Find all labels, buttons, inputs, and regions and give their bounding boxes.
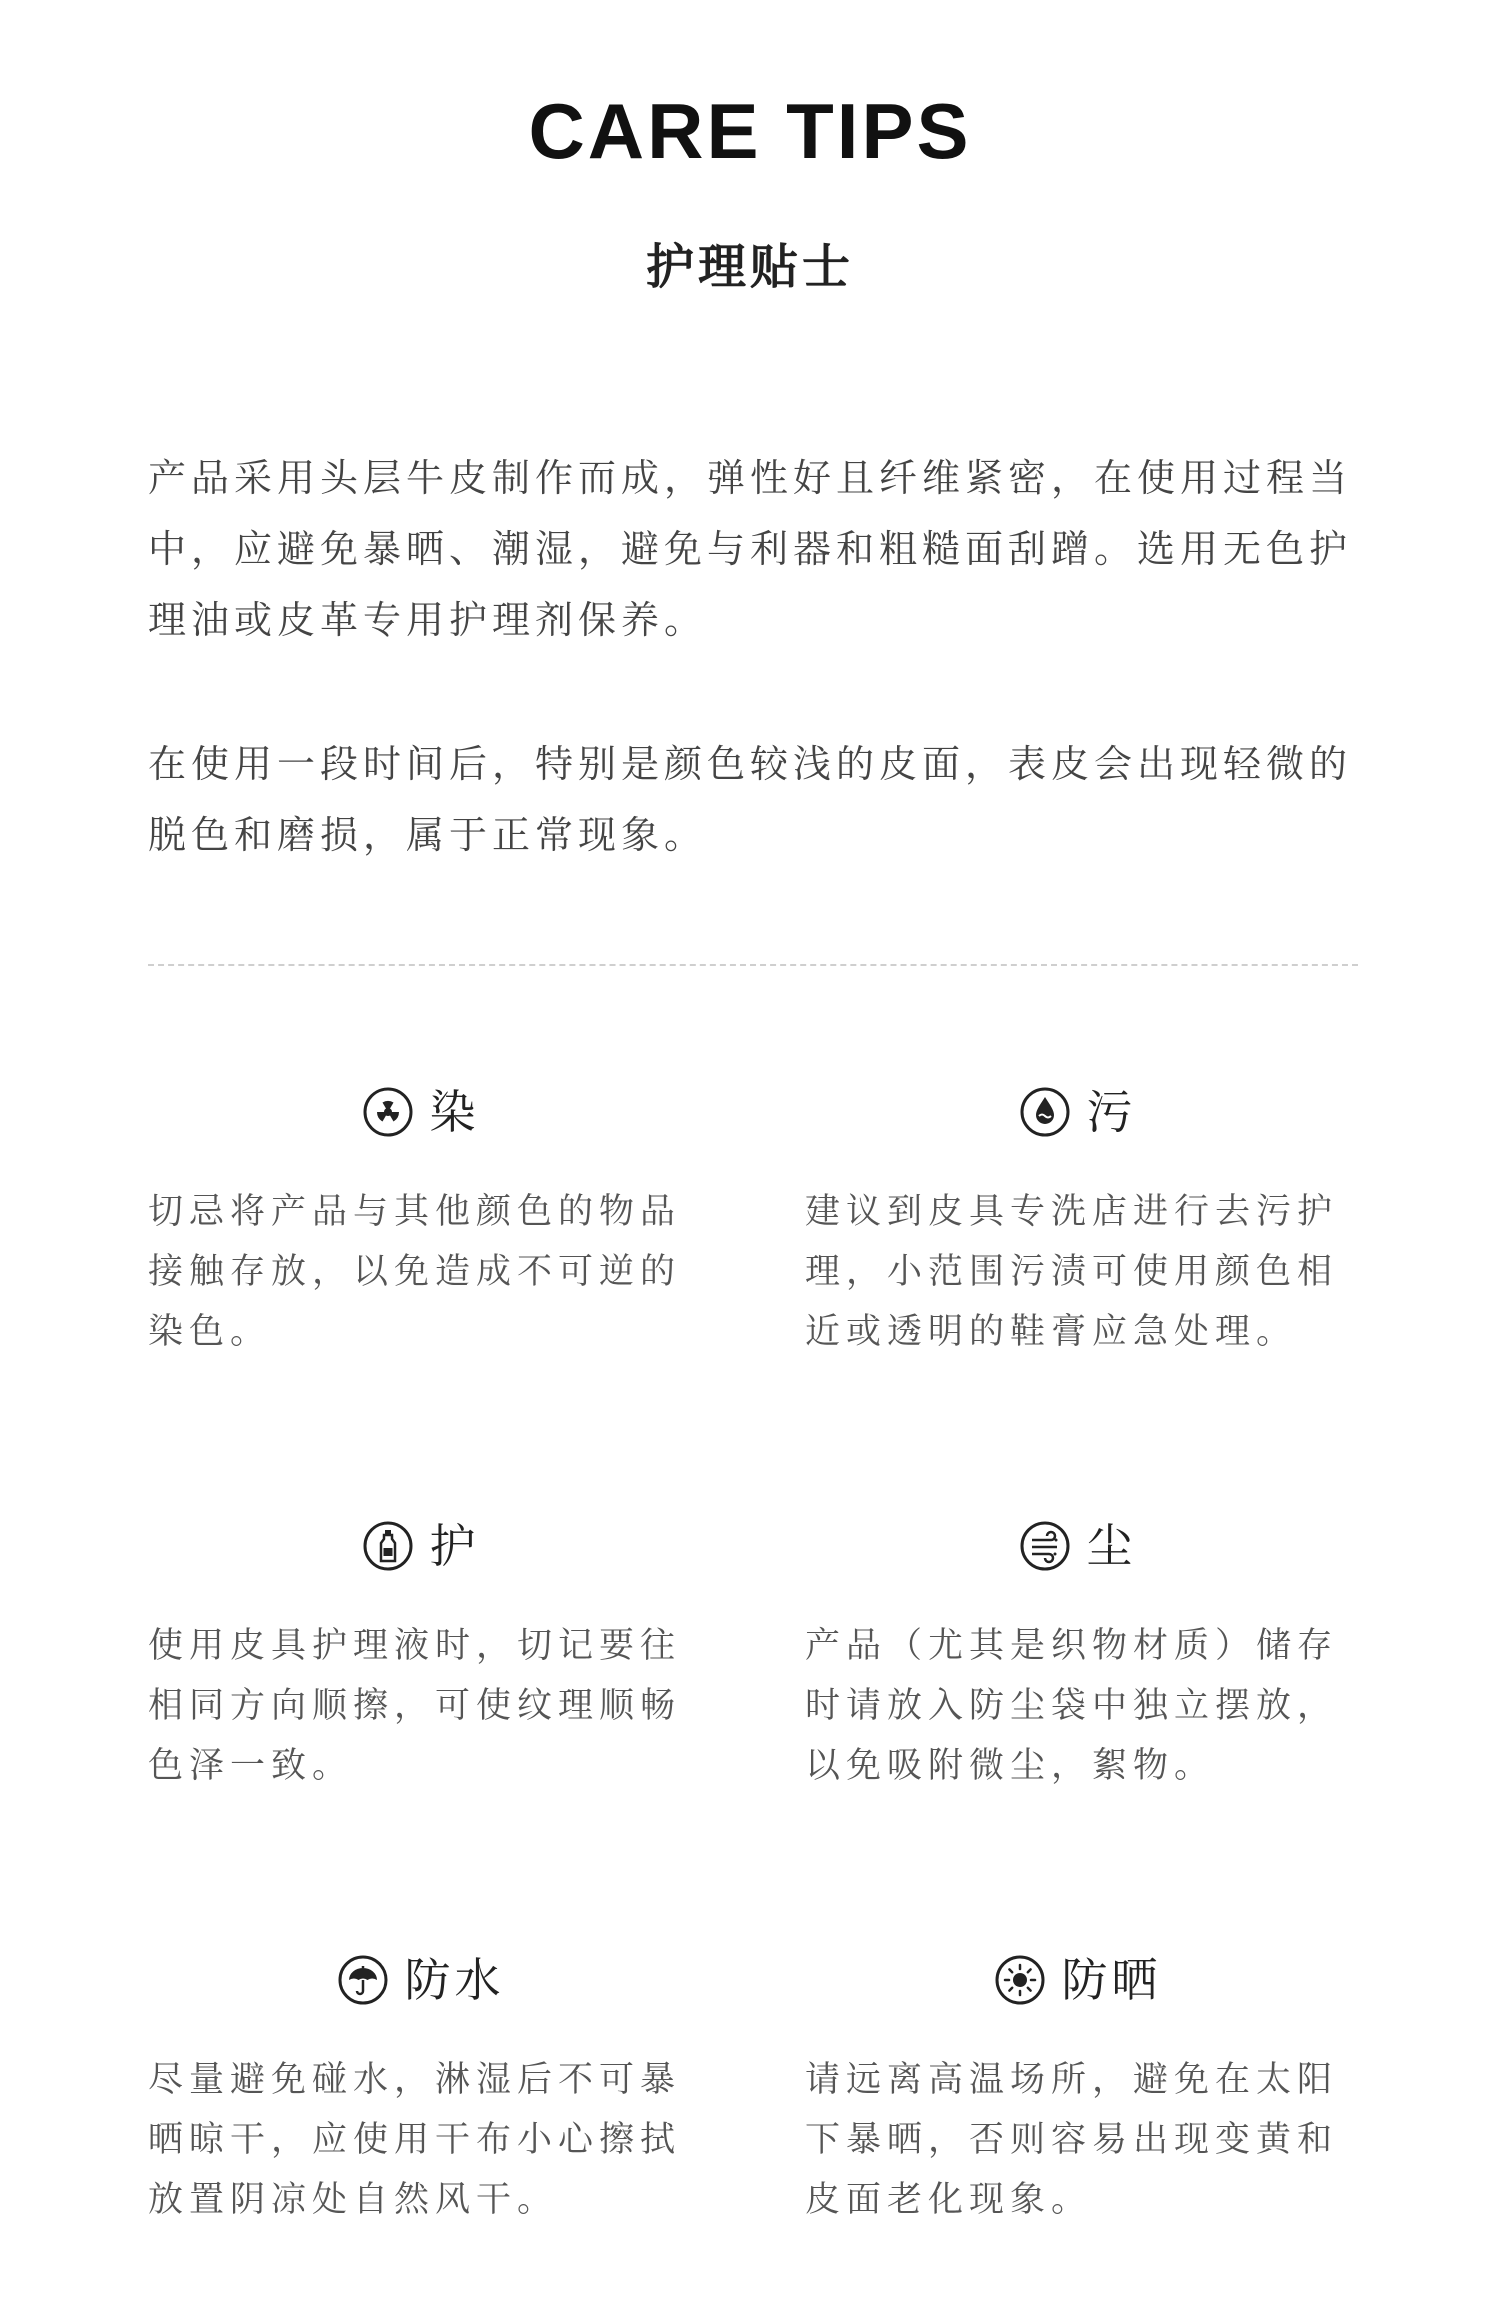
tip-header xyxy=(148,1072,693,1152)
tip-text: 请远离高温场所，避免在太阳下暴晒，否则容易出现变黄和皮面老化现象。 xyxy=(805,2060,1339,2220)
dye-radiation-icon xyxy=(362,1086,414,1138)
dust-wind-icon xyxy=(1019,1520,1071,1572)
tip-title: 防水 xyxy=(404,1953,505,2007)
dashed-divider xyxy=(148,964,1358,966)
tip-title: 污 xyxy=(1086,1085,1137,1139)
tip-title: 防晒 xyxy=(1061,1953,1162,2007)
tip-title: 尘 xyxy=(1086,1519,1137,1573)
care-bottle-icon xyxy=(362,1520,414,1572)
tip-header xyxy=(805,1506,1350,1586)
tip-stain xyxy=(805,1072,1350,1362)
tip-waterproof xyxy=(148,1940,693,2230)
page-title: CARE TIPS xyxy=(528,87,972,175)
tip-header xyxy=(148,1506,693,1586)
tip-dust xyxy=(805,1506,1350,1796)
tip-text: 尽量避免碰水，淋湿后不可暴晒晾干，应使用干布小心擦拭放置阴凉处自然风干。 xyxy=(148,2060,682,2220)
tip-text: 产品（尤其是织物材质）储存时请放入防尘袋中独立摆放，以免吸附微尘，絮物。 xyxy=(805,1626,1339,1786)
tip-text: 建议到皮具专洗店进行去污护理，小范围污渍可使用颜色相近或透明的鞋膏应急处理。 xyxy=(805,1192,1339,1352)
sun-icon xyxy=(994,1954,1046,2006)
tip-header xyxy=(805,1940,1350,2020)
tip-header xyxy=(805,1072,1350,1152)
page-subtitle: 护理贴士 xyxy=(645,239,854,295)
tip-title: 护 xyxy=(429,1519,480,1573)
tip-header xyxy=(148,1940,693,2020)
tip-care xyxy=(148,1506,693,1796)
intro-paragraph-2: 在使用一段时间后，特别是颜色较浅的皮面，表皮会出现轻微的脱色和磨损，属于正常现象。 xyxy=(148,742,1353,857)
tip-text: 使用皮具护理液时，切记要往相同方向顺擦，可使纹理顺畅色泽一致。 xyxy=(148,1626,682,1786)
tip-text: 切忌将产品与其他颜色的物品接触存放，以免造成不可逆的染色。 xyxy=(148,1192,682,1352)
tip-sunproof xyxy=(805,1940,1350,2230)
tip-title: 染 xyxy=(429,1085,480,1139)
intro-paragraph-1: 产品采用头层牛皮制作而成，弹性好且纤维紧密，在使用过程当中，应避免暴晒、潮湿，避免与利器和粗糙面刮蹭。选用无色护理油或皮革专用护理剂保养。 xyxy=(148,456,1353,642)
umbrella-icon xyxy=(337,1954,389,2006)
tip-dye xyxy=(148,1072,693,1362)
stain-drop-icon xyxy=(1019,1086,1071,1138)
